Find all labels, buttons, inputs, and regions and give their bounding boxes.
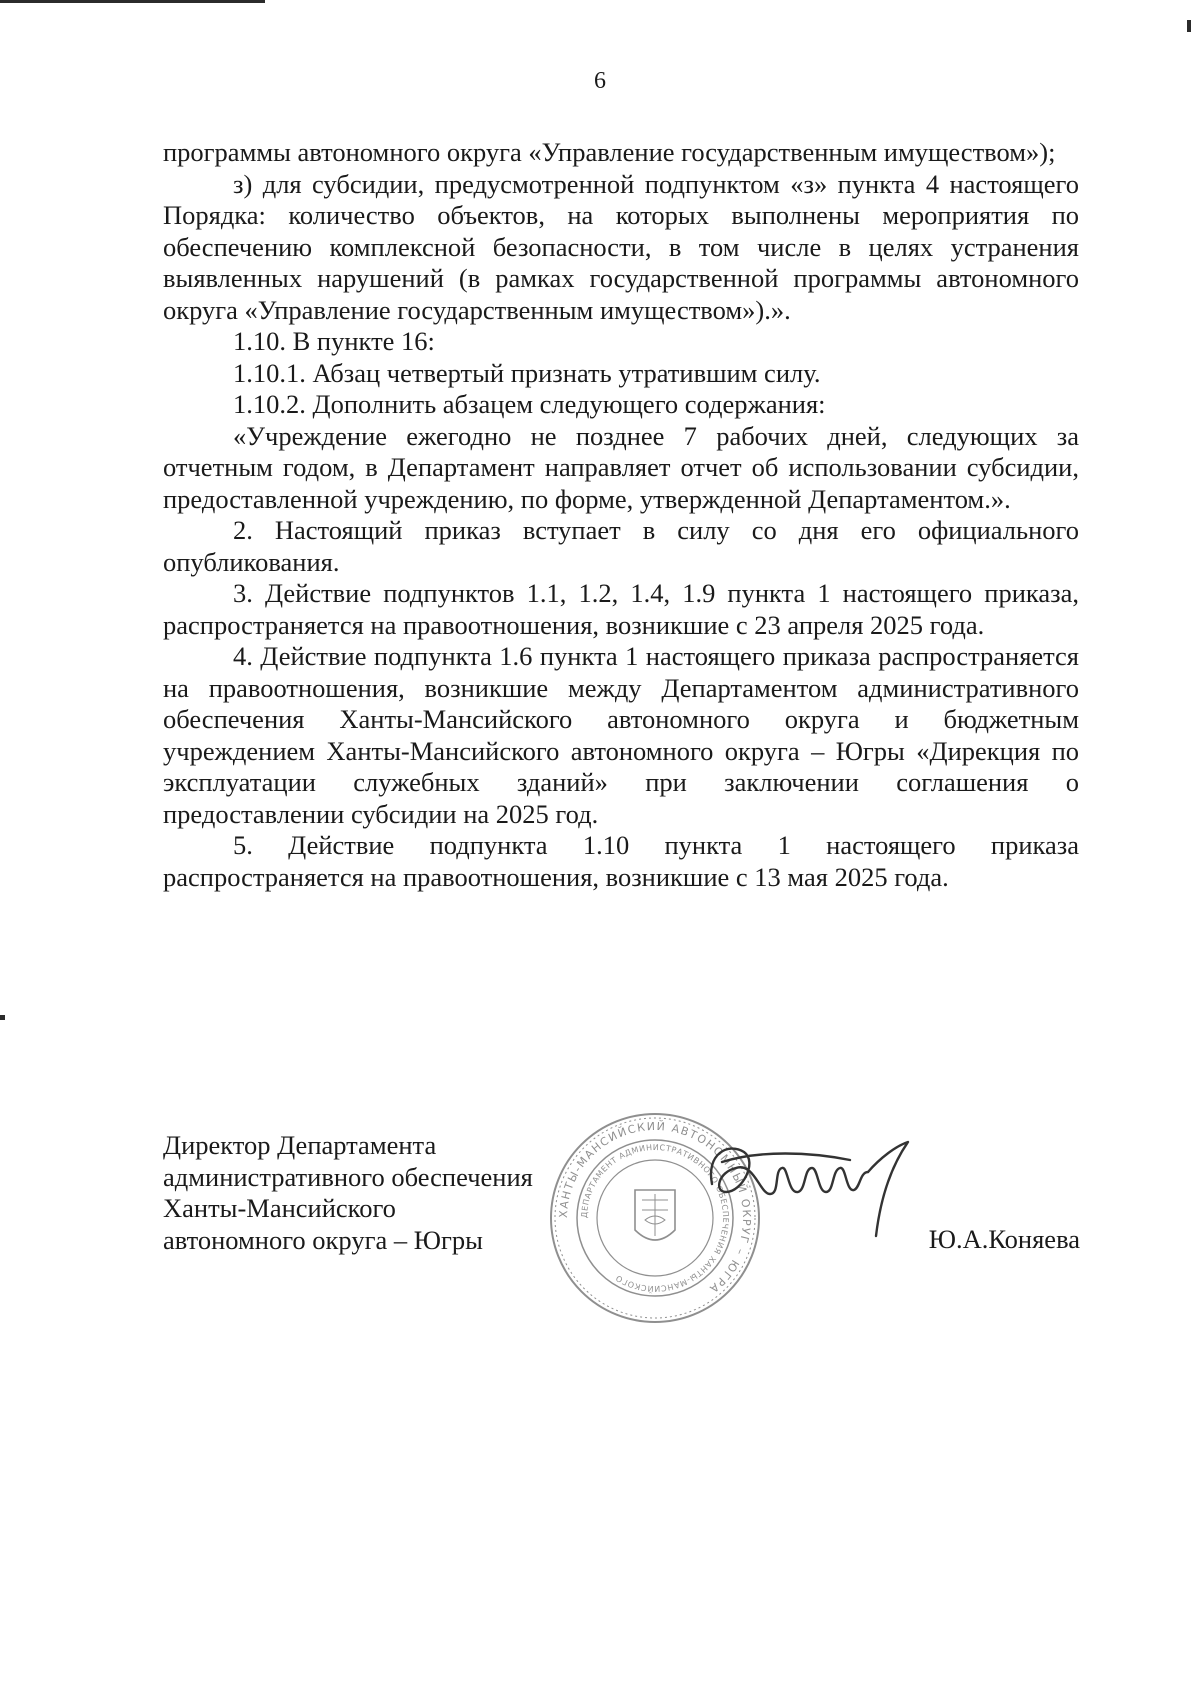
page-number: 6 [594,68,606,94]
paragraph: «Учреждение ежегодно не позднее 7 рабочих дней, следующих за отчетным годом, в Департамент направляет отчет об использовании субсидии, предоставленной учреждению, по форме, утвержденной Департаментом.». [163,420,1079,514]
document-body [163,137,1079,893]
signature-block [0,1119,1200,1350]
seal-outer-text: ХАНТЫ-МАНСИЙСКИЙ АВТОНОМНЫЙ ОКРУГ – ЮГРА [556,1119,754,1297]
signer-title-line: административного обеспечения [163,1161,533,1192]
paragraph: 1.10.1. Абзац четвертый признать утратившим силу. [233,357,821,388]
signer-name: Ю.А.Коняева [928,1224,1080,1254]
paragraph: 1.10. В пункте 16: [233,326,435,356]
paragraph: 1.10.2. Дополнить абзацем следующего содержания: [233,389,826,419]
handwritten-signature [700,1132,940,1242]
paragraph: 2. Настоящий приказ вступает в силу со дня его официального опубликования. [163,515,1079,577]
paragraph: 4. Действие подпункта 1.6 пункта 1 настоящего приказа распространяется на правоотношения, возникшие между Департаментом административного обеспечения Ханты-Мансийского автономного округа и бюджетным учреждением Ханты-Мансийского автономного округа – Югры «Дирекция по эксплуатации служебных зданий» при заключении соглашения о предоставлении субсидии на 2025 год. [163,641,1079,829]
paragraph: з) для субсидии, предусмотренной подпунктом «з» пункта 4 настоящего Порядка: количество объектов, на которых выполнены мероприятия по обеспечению комплексной безопасности, в том числе в целях устранения выявленных нарушений (в рамках государственной программы автономного округа «Управление государственным имуществом»).». [163,168,1079,325]
scan-artifact-dot [0,1015,5,1020]
signer-title-line: Ханты-Мансийского [163,1193,396,1223]
seal-inner-text: ДЕПАРТАМЕНТ АДМИНИСТРАТИВНОГО ОБЕСПЕЧЕНИЯ ХАНТЫ-МАНСИЙСКОГО [579,1142,731,1294]
signer-title [163,1130,583,1256]
scan-artifact-mark [1187,20,1191,32]
paragraph: 3. Действие подпунктов 1.1, 1.2, 1.4, 1.9 пункта 1 настоящего приказа, распространяется на правоотношения, возникшие с 23 апреля 2025 года. [163,578,1079,640]
scan-artifact-line [0,0,265,3]
signer-title-line: автономного округа – Югры [163,1224,483,1255]
signer-title-line: Директор Департамента [163,1130,437,1160]
paragraph: программы автономного округа «Управление государственным имуществом»); [163,137,1056,167]
paragraph: 5. Действие подпункта 1.10 пункта 1 настоящего приказа распространяется на правоотношения, возникшие с 13 мая 2025 года. [163,830,1079,892]
